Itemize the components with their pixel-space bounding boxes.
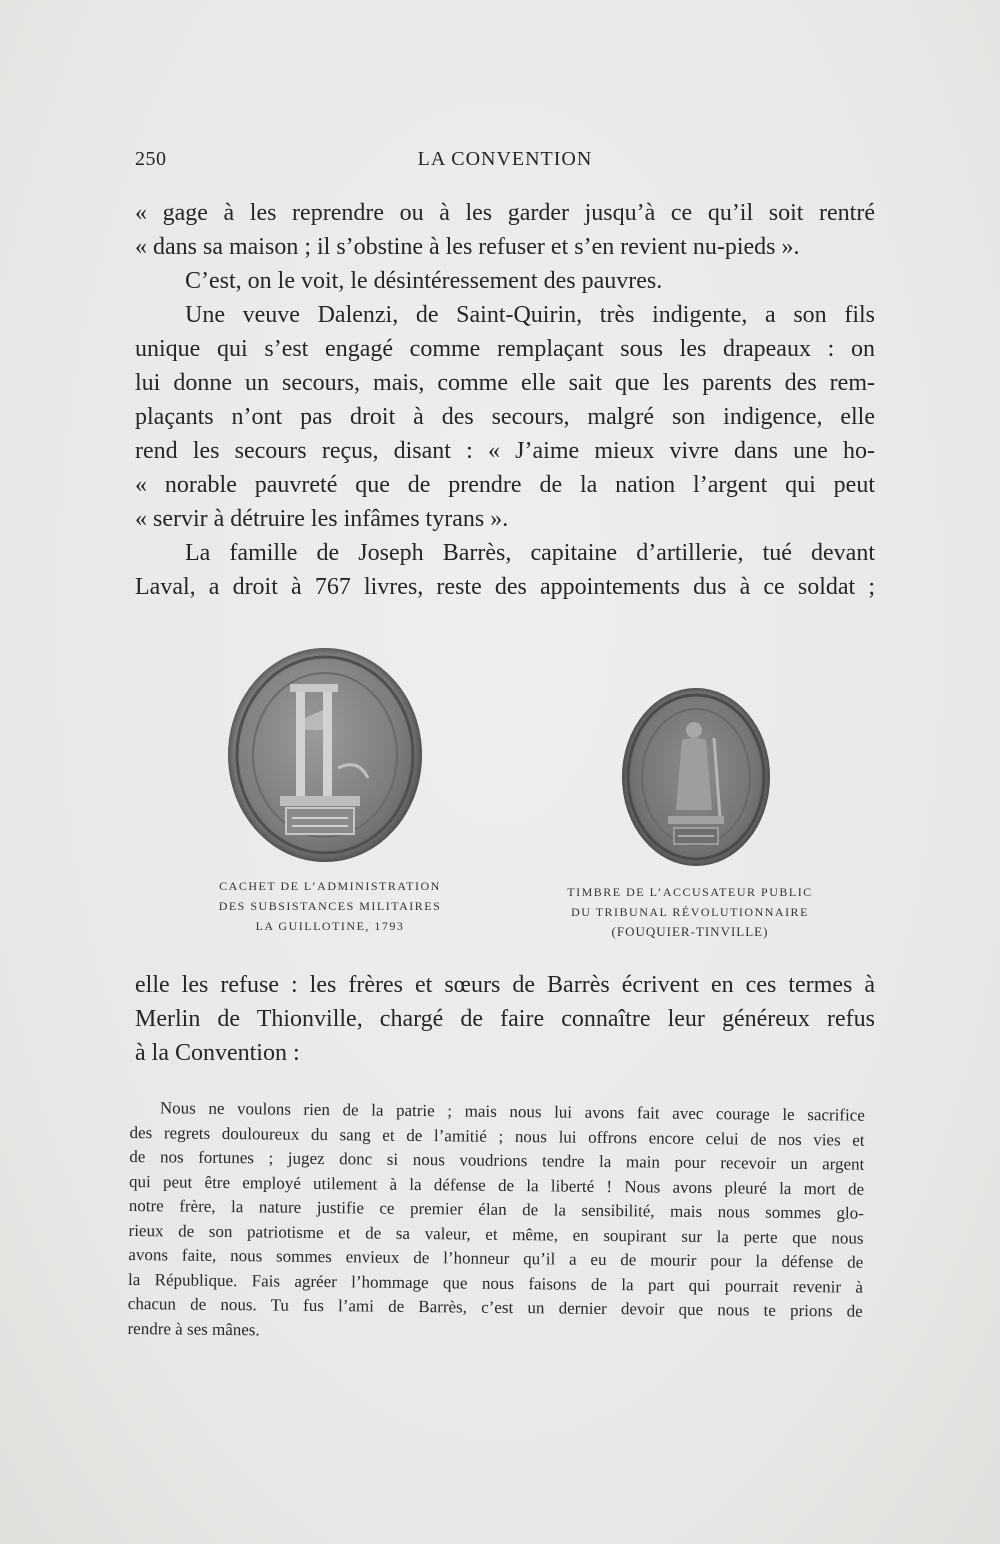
quote-line: rieux de son patriotisme et de sa valeur, et même, en soupirant sur la perte que nous xyxy=(128,1220,864,1248)
text-line: Une veuve Dalenzi, de Saint-Quirin, très indigente, a son fils xyxy=(185,302,875,328)
text-line: La famille de Joseph Barrès, capitaine d’artillerie, tué devant xyxy=(185,540,875,566)
text-line: « dans sa maison ; il s’obstine à les refuser et s’en revient nu-pieds ». xyxy=(135,234,800,260)
left-seal-caption xyxy=(190,876,470,936)
caption-line: TIMBRE DE L’ACCUSATEUR PUBLIC xyxy=(567,885,813,899)
quote-line: la République. Fais agréer l’hommage que nous faisons de la part qui pourrait revenir à xyxy=(127,1269,864,1297)
right-seal-caption xyxy=(555,882,825,942)
text-line: lui donne un secours, mais, comme elle sait que les parents des rem- xyxy=(135,370,875,396)
caption-line: (FOUQUIER-TINVILLE) xyxy=(611,924,769,939)
page-header xyxy=(135,148,875,178)
text-line: Laval, a droit à 767 livres, reste des appointements dus à ce soldat ; xyxy=(135,574,875,600)
caption-line: CACHET DE L’ADMINISTRATION xyxy=(219,879,441,893)
caption-line: DU TRIBUNAL RÉVOLUTIONNAIRE xyxy=(571,905,809,919)
letter-quote xyxy=(127,1096,865,1341)
guillotine-seal-icon xyxy=(228,648,422,862)
quote-line: avons faite, nous sommes envieux de l’honneur qu’il a eu de mourir pour la défense de xyxy=(128,1244,864,1272)
quote-line: rendre à ses mânes. xyxy=(127,1318,260,1339)
text-line: rend les secours reçus, disant : « J’aime mieux vivre dans une ho- xyxy=(135,438,875,464)
text-line: C’est, on le voit, le désintéressement des pauvres. xyxy=(185,268,663,294)
text-line: « servir à détruire les infâmes tyrans ». xyxy=(135,506,509,532)
text-line: « norable pauvreté que de prendre de la nation l’argent qui peut xyxy=(135,472,875,498)
quote-line: qui peut être employé utilement à la défense de la liberté ! Nous avons pleuré la mort de xyxy=(129,1171,865,1199)
text-line: elle les refuse : les frères et sœurs de Barrès écrivent en ces termes à xyxy=(135,972,875,998)
page-number: 250 xyxy=(135,148,167,170)
text-line: « gage à les reprendre ou à les garder jusqu’à ce qu’il soit rentré xyxy=(135,200,875,226)
paragraph-3 xyxy=(135,298,875,536)
caption-line: DES SUBSISTANCES MILITAIRES xyxy=(218,899,442,913)
paragraph-5 xyxy=(135,968,875,1070)
text-line: plaçants n’ont pas droit à des secours, malgré son indigence, elle xyxy=(135,404,875,430)
quote-line: chacun de nous. Tu fus l’ami de Barrès, c’est un dernier devoir que nous te prions de xyxy=(127,1293,863,1321)
standing-figure-seal-icon xyxy=(622,688,770,866)
text-line: Merlin de Thionville, chargé de faire connaître leur généreux refus xyxy=(135,1006,875,1032)
text-line: unique qui s’est engagé comme remplaçant sous les drapeaux : on xyxy=(135,336,875,362)
caption-line: LA GUILLOTINE, 1793 xyxy=(255,919,405,933)
fouquier-tinville-seal-image xyxy=(622,688,770,866)
paragraph-4 xyxy=(135,536,875,604)
running-title: LA CONVENTION xyxy=(417,148,593,170)
text-line: à la Convention : xyxy=(135,1040,300,1066)
quote-line: de nos fortunes ; jugez donc si nous voudrions tendre la main pour recevoir un argent xyxy=(129,1146,865,1174)
guillotine-seal-image xyxy=(228,648,422,862)
paragraph-1 xyxy=(135,196,875,264)
quote-line: des regrets douloureux du sang et de l’amitié ; nous lui offrons encore celui de nos vies et xyxy=(129,1122,865,1150)
quote-line: Nous ne voulons rien de la patrie ; mais nous lui avons fait avec courage le sacrifice xyxy=(159,1098,865,1125)
quote-line: notre frère, la nature justifie ce premier élan de la sensibilité, mais nous sommes glo- xyxy=(128,1195,864,1223)
paragraph-2 xyxy=(135,264,875,298)
